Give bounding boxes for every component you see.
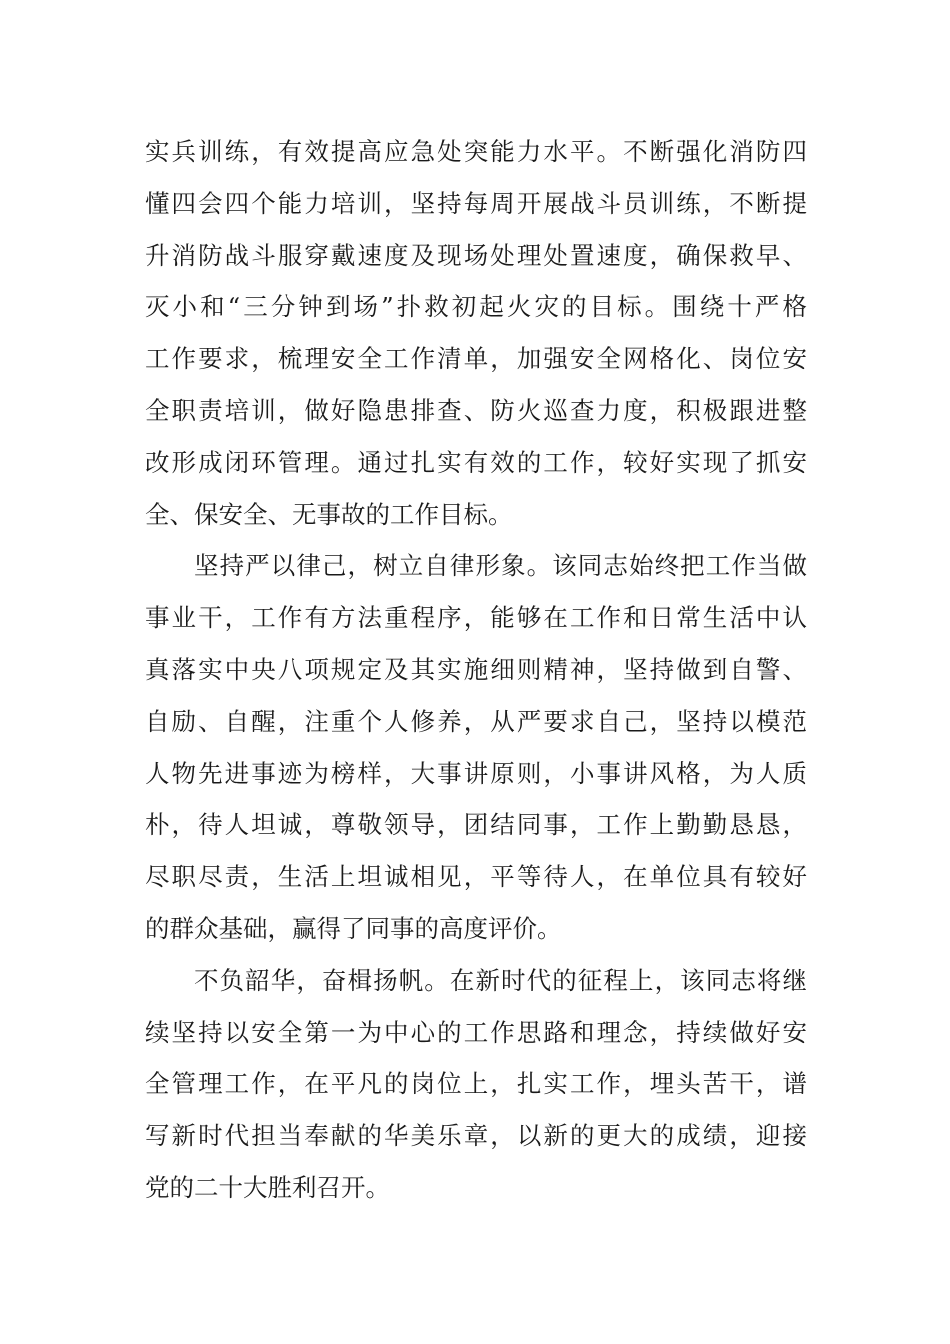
text-line: 实兵训练，有效提高应急处突能力水平。不断强化消防四 <box>145 137 807 166</box>
text-line: 党的二十大胜利召开。 <box>145 1172 390 1202</box>
text-line: 工作要求，梳理安全工作清单，加强安全网格化、岗位安 <box>145 344 807 374</box>
text-line: 升消防战斗服穿戴速度及现场处理处置速度，确保救早、 <box>145 240 807 270</box>
text-line: 续坚持以安全第一为中心的工作思路和理念，持续做好安 <box>145 1017 807 1047</box>
text-line: 的群众基础，赢得了同事的高度评价。 <box>145 913 562 943</box>
text-line: 全管理工作，在平凡的岗位上，扎实工作，埋头苦干，谱 <box>145 1069 807 1099</box>
text-line: 懂四会四个能力培训，坚持每周开展战斗员训练，不断提 <box>145 188 807 218</box>
text-line: 事业干，工作有方法重程序，能够在工作和日常生活中认 <box>145 603 807 633</box>
paragraph-2 <box>145 540 807 954</box>
text-line: 全职责培训，做好隐患排查、防火巡查力度，积极跟进整 <box>145 395 807 425</box>
paragraph-3 <box>145 955 807 1214</box>
text-line: 灭小和“三分钟到场”扑救初起火灾的目标。围绕十严格 <box>145 292 807 322</box>
text-line: 不负韶华，奋楫扬帆。在新时代的征程上，该同志将继 <box>194 965 807 995</box>
text-line: 写新时代担当奉献的华美乐章，以新的更大的成绩，迎接 <box>145 1121 807 1151</box>
paragraph-1 <box>145 126 807 540</box>
text-line: 坚持严以律己，树立自律形象。该同志始终把工作当做 <box>194 551 807 581</box>
document-body <box>145 126 807 1214</box>
text-line: 真落实中央八项规定及其实施细则精神，坚持做到自警、 <box>145 654 807 684</box>
text-line: 人物先进事迹为榜样，大事讲原则，小事讲风格，为人质 <box>145 758 807 788</box>
text-line: 改形成闭环管理。通过扎实有效的工作，较好实现了抓安 <box>145 447 807 477</box>
text-line: 朴，待人坦诚，尊敬领导，团结同事，工作上勤勤恳恳， <box>145 810 807 840</box>
text-line: 全、保安全、无事故的工作目标。 <box>145 499 513 529</box>
text-line: 自励、自醒，注重个人修养，从严要求自己，坚持以模范 <box>145 706 807 736</box>
text-line: 尽职尽责，生活上坦诚相见，平等待人，在单位具有较好 <box>145 862 807 892</box>
